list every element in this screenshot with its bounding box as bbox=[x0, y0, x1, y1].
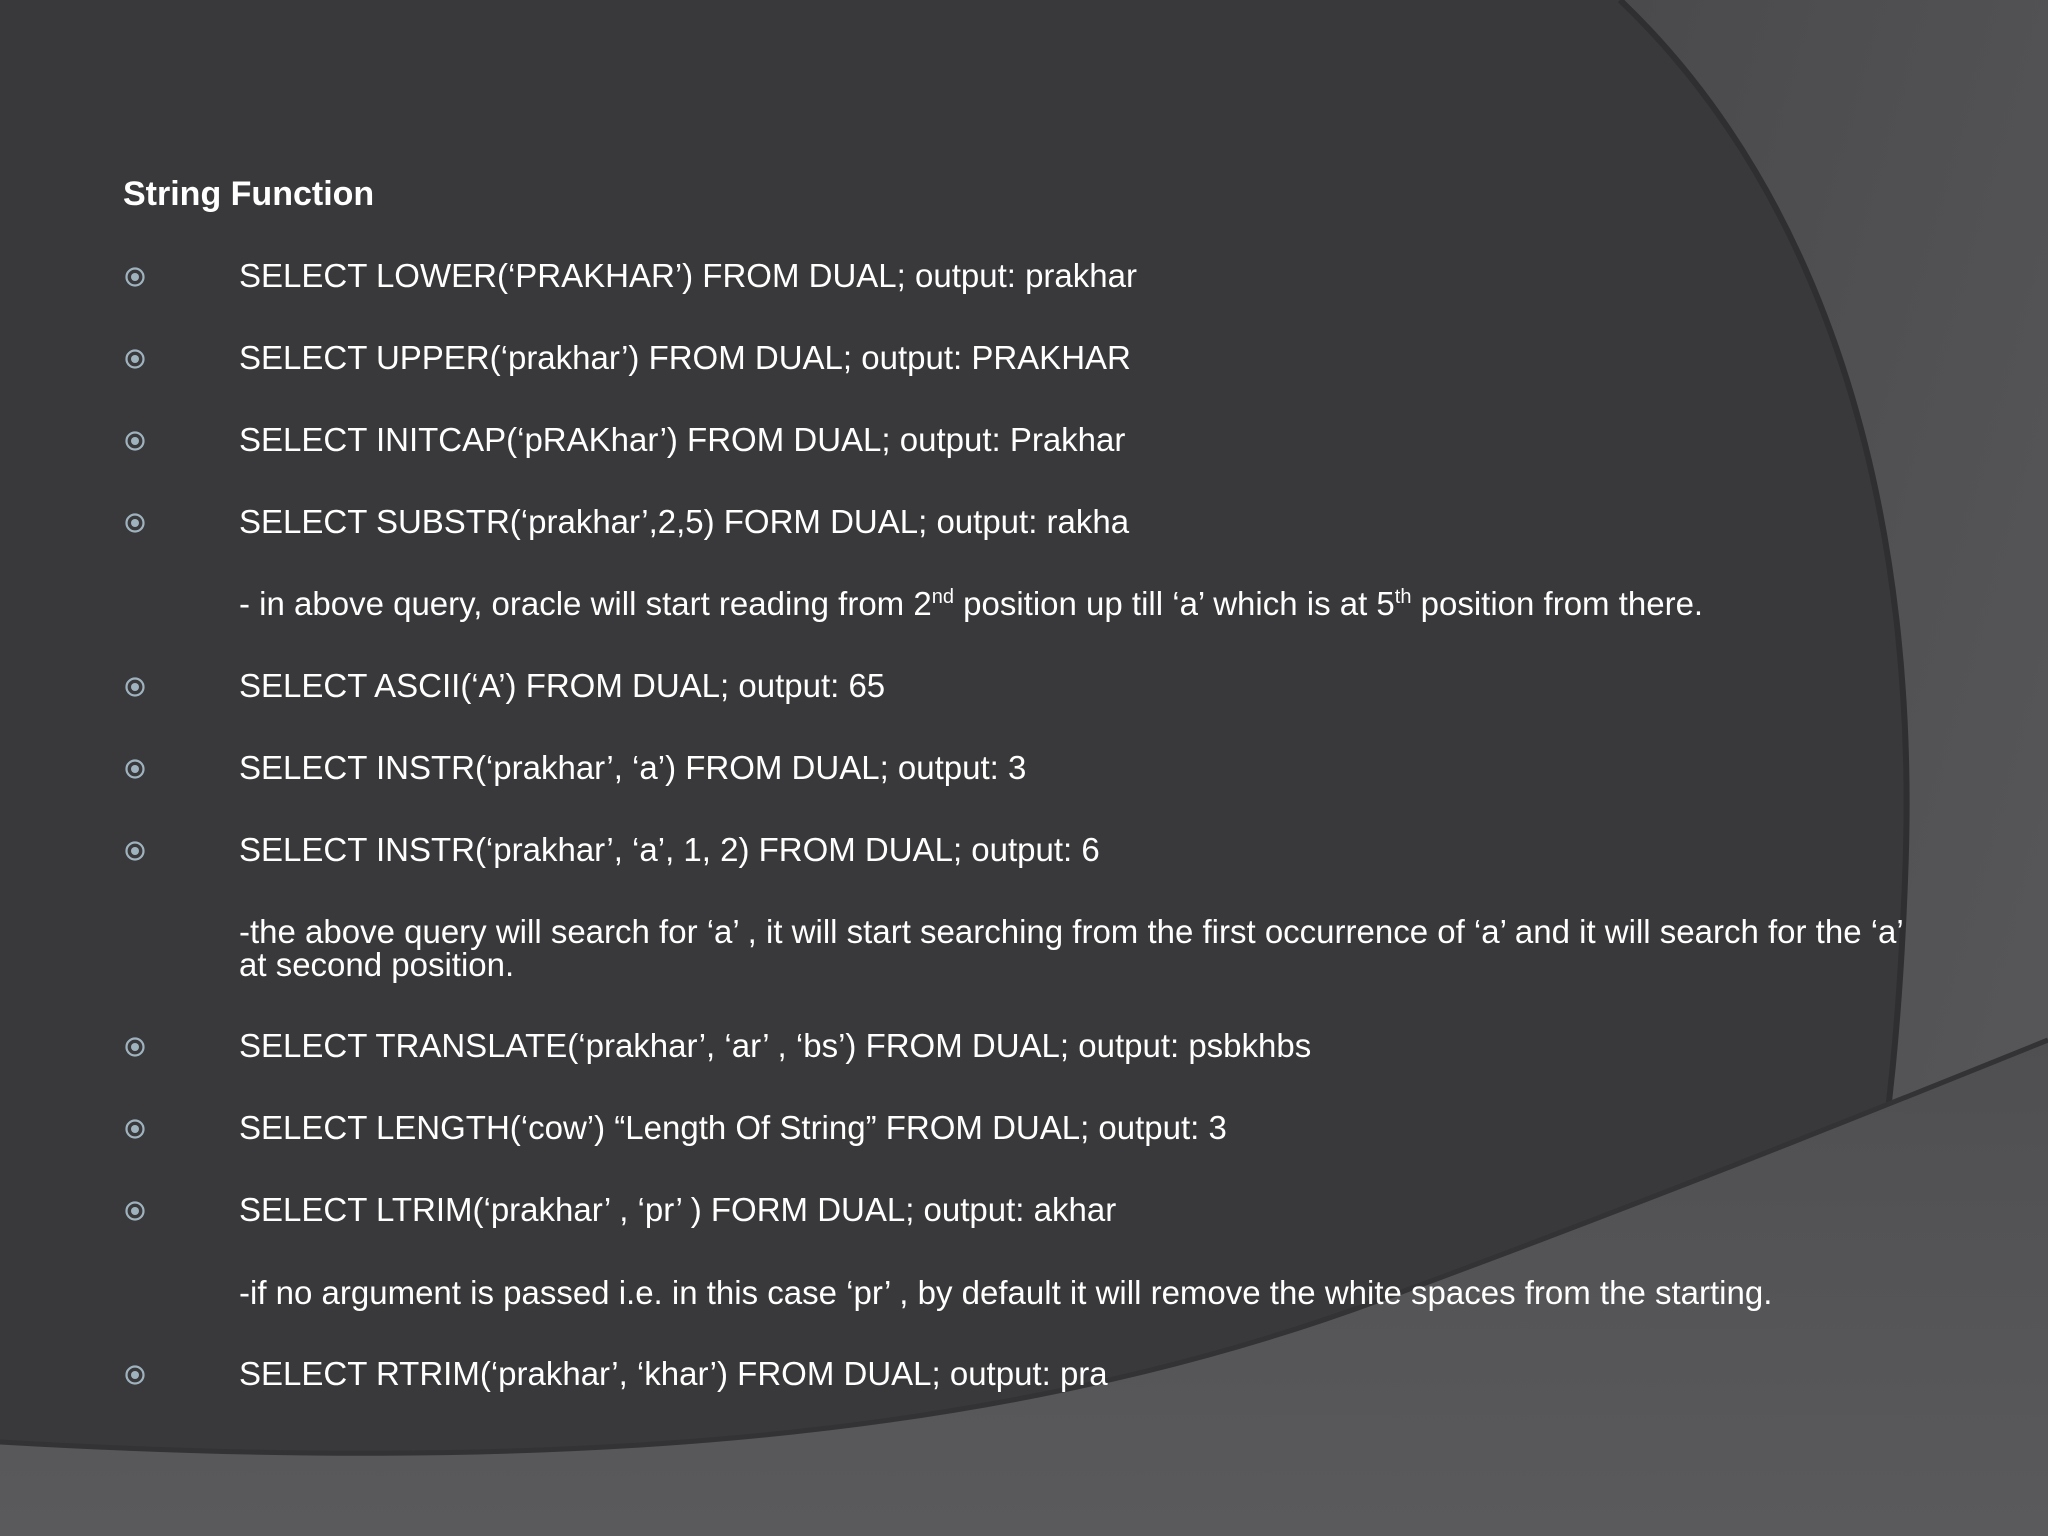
circled-dot-bullet-icon bbox=[124, 1364, 146, 1386]
bullet-text: SELECT RTRIM(‘prakhar’, ‘khar’) FROM DUAL; output: pra bbox=[239, 1355, 1108, 1392]
note-text: position up till ‘a’ which is at 5 bbox=[953, 585, 1395, 622]
note-text: - in above query, oracle will start reading from 2 bbox=[239, 585, 932, 622]
bullet-item-substr bbox=[0, 502, 2048, 546]
note-text: position from there. bbox=[1411, 585, 1704, 622]
circled-dot-bullet-icon bbox=[124, 758, 146, 780]
bullet-item-instr-occurrence bbox=[0, 830, 2048, 874]
circled-dot-bullet-icon bbox=[124, 1036, 146, 1058]
slide-title: String Function bbox=[123, 175, 375, 213]
bullet-item-length bbox=[0, 1108, 2048, 1152]
circled-dot-bullet-icon bbox=[124, 676, 146, 698]
note-instr: -the above query will search for ‘a’ , it will start searching from the first occurrence of ‘a’ and it will search for the ‘a’ at second position. bbox=[239, 913, 1903, 983]
bullet-text: SELECT ASCII(‘A’) FROM DUAL; output: 65 bbox=[239, 667, 886, 704]
ordinal-suffix: nd bbox=[931, 586, 954, 608]
note-substr bbox=[239, 587, 1929, 620]
bullet-text: SELECT UPPER(‘prakhar’) FROM DUAL; output: PRAKHAR bbox=[239, 339, 1131, 376]
bullet-item-rtrim bbox=[0, 1354, 2048, 1398]
circled-dot-bullet-icon bbox=[124, 348, 146, 370]
bullet-item-upper bbox=[0, 338, 2048, 382]
bullet-item-initcap bbox=[0, 420, 2048, 464]
bullet-text: SELECT LTRIM(‘prakhar’ , ‘pr’ ) FORM DUAL; output: akhar bbox=[239, 1191, 1117, 1228]
bullet-text: SELECT INSTR(‘prakhar’, ‘a’) FROM DUAL; output: 3 bbox=[239, 749, 1027, 786]
bullet-item-instr bbox=[0, 748, 2048, 792]
bullet-item-lower bbox=[0, 256, 2048, 300]
bullet-text: SELECT LENGTH(‘cow’) “Length Of String” FROM DUAL; output: 3 bbox=[239, 1109, 1227, 1146]
circled-dot-bullet-icon bbox=[124, 266, 146, 288]
ordinal-suffix: th bbox=[1394, 586, 1412, 608]
bullet-item-ascii bbox=[0, 666, 2048, 710]
circled-dot-bullet-icon bbox=[124, 512, 146, 534]
bullet-text: SELECT LOWER(‘PRAKHAR’) FROM DUAL; output: prakhar bbox=[239, 257, 1137, 294]
bullet-text: SELECT INSTR(‘prakhar’, ‘a’, 1, 2) FROM DUAL; output: 6 bbox=[239, 831, 1100, 868]
bullet-text: SELECT INITCAP(‘pRAKhar’) FROM DUAL; output: Prakhar bbox=[239, 421, 1126, 458]
note-ltrim: -if no argument is passed i.e. in this case ‘pr’ , by default it will remove the white spaces from the starting. bbox=[239, 1274, 1773, 1311]
bullet-item-ltrim bbox=[0, 1190, 2048, 1234]
circled-dot-bullet-icon bbox=[124, 1200, 146, 1222]
bullet-item-translate bbox=[0, 1026, 2048, 1070]
circled-dot-bullet-icon bbox=[124, 1118, 146, 1140]
circled-dot-bullet-icon bbox=[124, 430, 146, 452]
bullet-text: SELECT TRANSLATE(‘prakhar’, ‘ar’ , ‘bs’) FROM DUAL; output: psbkhbs bbox=[239, 1027, 1312, 1064]
bullet-text: SELECT SUBSTR(‘prakhar’,2,5) FORM DUAL; output: rakha bbox=[239, 503, 1130, 540]
circled-dot-bullet-icon bbox=[124, 840, 146, 862]
